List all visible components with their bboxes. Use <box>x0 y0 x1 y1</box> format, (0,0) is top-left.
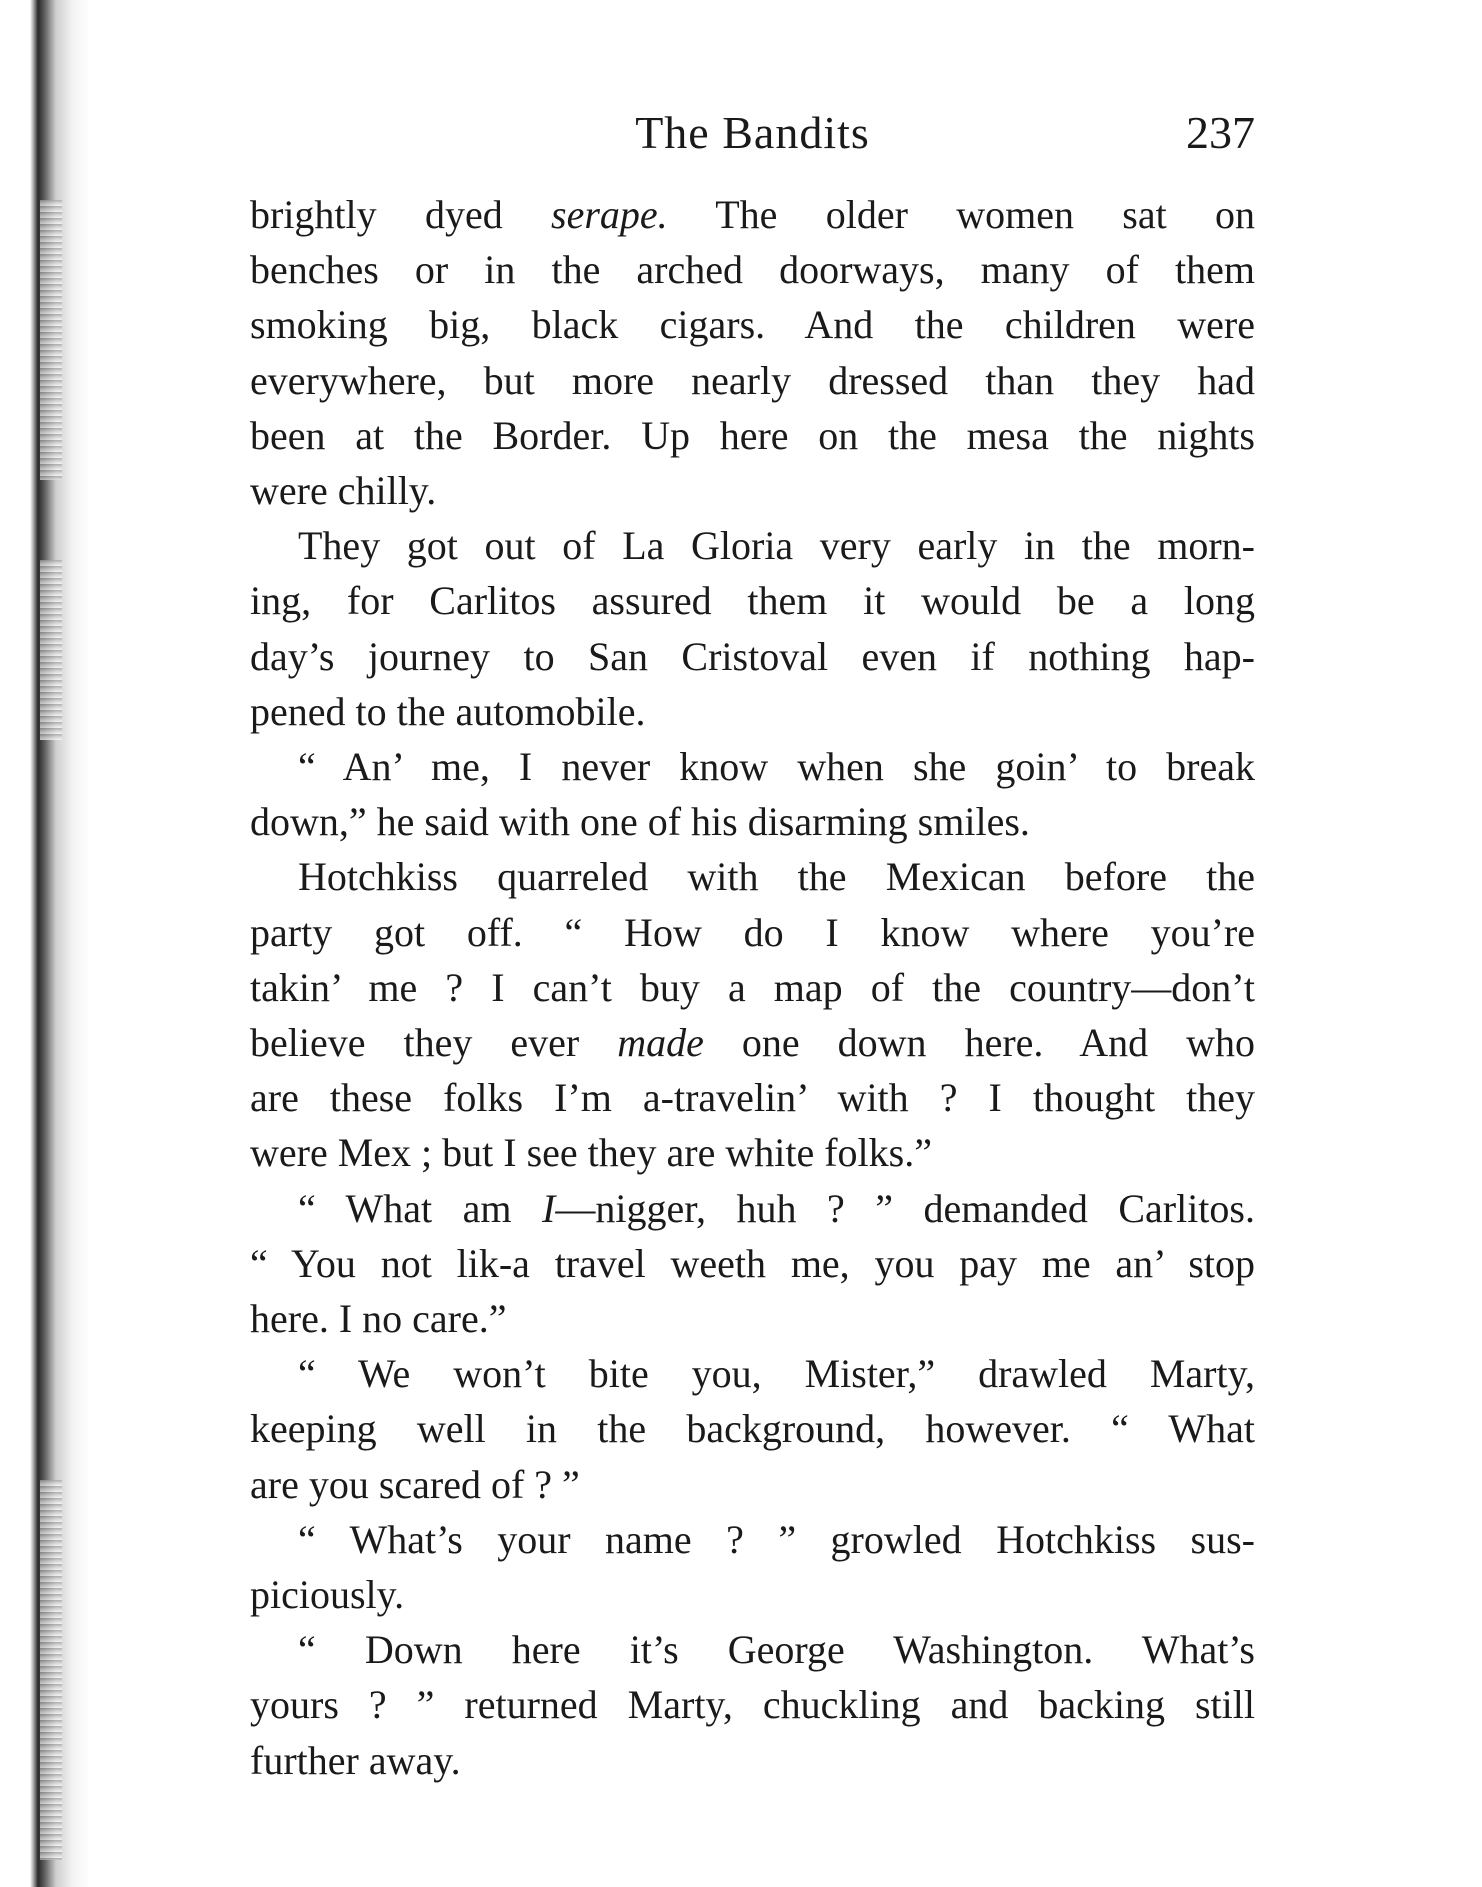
text-line <box>250 1457 1255 1512</box>
paragraph <box>250 518 1255 739</box>
text-run: ing, for Carlitos assured them it would be a long <box>250 578 1255 624</box>
text-run: brightly dyed <box>250 192 552 237</box>
text-run: yours ? ” returned Marty, chuckling and backing still <box>250 1682 1255 1728</box>
text-line <box>250 463 1255 518</box>
text-line <box>250 1677 1255 1732</box>
text-line <box>250 573 1255 628</box>
text-run: They got out of La Gloria very early in the morn- <box>298 523 1255 569</box>
text-run: everywhere, but more nearly dressed than they had <box>250 357 1255 403</box>
text-run: The older women sat on <box>667 192 1255 237</box>
spine-speckle <box>40 200 62 480</box>
text-run: piciously. <box>250 1572 405 1618</box>
text-run: were Mex ; but I see they are white folks.” <box>250 1130 932 1176</box>
italic-run: serape. <box>551 192 668 237</box>
text-run: here. I no care.” <box>250 1296 507 1342</box>
text-line <box>250 849 1255 904</box>
italic-run: I <box>542 1185 556 1231</box>
text-run: “ You not lik-a travel weeth me, you pay me an’ stop <box>250 1240 1255 1286</box>
text-line <box>250 629 1255 684</box>
text-line <box>250 1236 1255 1291</box>
text-run: one down here. And who <box>703 1020 1255 1066</box>
text-run: been at the Border. Up here on the mesa the nights <box>250 412 1255 458</box>
text-run: are you scared of ? ” <box>250 1461 580 1507</box>
text-run: Hotchkiss quarreled with the Mexican before the <box>298 854 1255 900</box>
text-run: “ An’ me, I never know when she goin’ to break <box>298 744 1255 790</box>
text-run: pened to the automobile. <box>250 688 646 734</box>
text-line <box>250 353 1255 408</box>
page-number: 237 <box>1186 107 1255 158</box>
text-line <box>250 960 1255 1015</box>
text-line <box>250 794 1255 849</box>
text-run: believe they ever <box>250 1020 618 1066</box>
text-line <box>250 1015 1255 1070</box>
text-line <box>250 1622 1255 1677</box>
text-line <box>250 684 1255 739</box>
running-header <box>250 98 1255 168</box>
text-run: —nigger, huh ? ” demanded Carlitos. <box>555 1185 1255 1231</box>
text-run: down,” he said with one of his disarming smiles. <box>250 799 1030 845</box>
spine-speckle <box>40 560 62 740</box>
text-line <box>250 297 1255 352</box>
text-run: keeping well in the background, however. “ What <box>250 1406 1255 1452</box>
text-run: “ We won’t bite you, Mister,” drawled Marty, <box>298 1351 1255 1397</box>
text-line <box>250 1181 1255 1236</box>
text-line <box>250 1070 1255 1125</box>
body-text <box>250 187 1255 1788</box>
text-run: day’s journey to San Cristoval even if nothing hap- <box>250 633 1255 679</box>
text-run: further away. <box>250 1737 461 1783</box>
paragraph <box>250 1181 1255 1347</box>
paragraph <box>250 1346 1255 1512</box>
text-run: smoking big, black cigars. And the children were <box>250 302 1255 348</box>
text-line <box>250 1401 1255 1456</box>
paragraph <box>250 739 1255 849</box>
paragraph <box>250 1512 1255 1622</box>
spine-speckle <box>40 1480 62 1860</box>
text-line <box>250 739 1255 794</box>
paragraph <box>250 1622 1255 1788</box>
text-run: “ Down here it’s George Washington. What’s <box>298 1627 1255 1673</box>
text-run: “ What’s your name ? ” growled Hotchkiss sus- <box>298 1516 1255 1562</box>
text-line <box>250 1733 1255 1788</box>
text-line <box>250 905 1255 960</box>
text-line <box>250 1512 1255 1567</box>
text-run: are these folks I’m a-travelin’ with ? I thought they <box>250 1075 1255 1121</box>
text-line <box>250 408 1255 463</box>
paragraph <box>250 187 1255 518</box>
text-run: takin’ me ? I can’t buy a map of the country—don’t <box>250 964 1255 1010</box>
running-title: The Bandits <box>635 107 870 158</box>
text-line <box>250 187 1255 242</box>
text-run: were chilly. <box>250 468 437 514</box>
text-line <box>250 1567 1255 1622</box>
text-run: party got off. “ How do I know where you’re <box>250 909 1255 955</box>
text-line <box>250 1291 1255 1346</box>
text-run: “ What am <box>298 1185 543 1231</box>
text-line <box>250 242 1255 297</box>
text-run: benches or in the arched doorways, many of them <box>250 247 1255 293</box>
paragraph <box>250 849 1255 1180</box>
text-line <box>250 1346 1255 1401</box>
italic-run: made <box>617 1020 704 1066</box>
text-line <box>250 1125 1255 1180</box>
text-line <box>250 518 1255 573</box>
